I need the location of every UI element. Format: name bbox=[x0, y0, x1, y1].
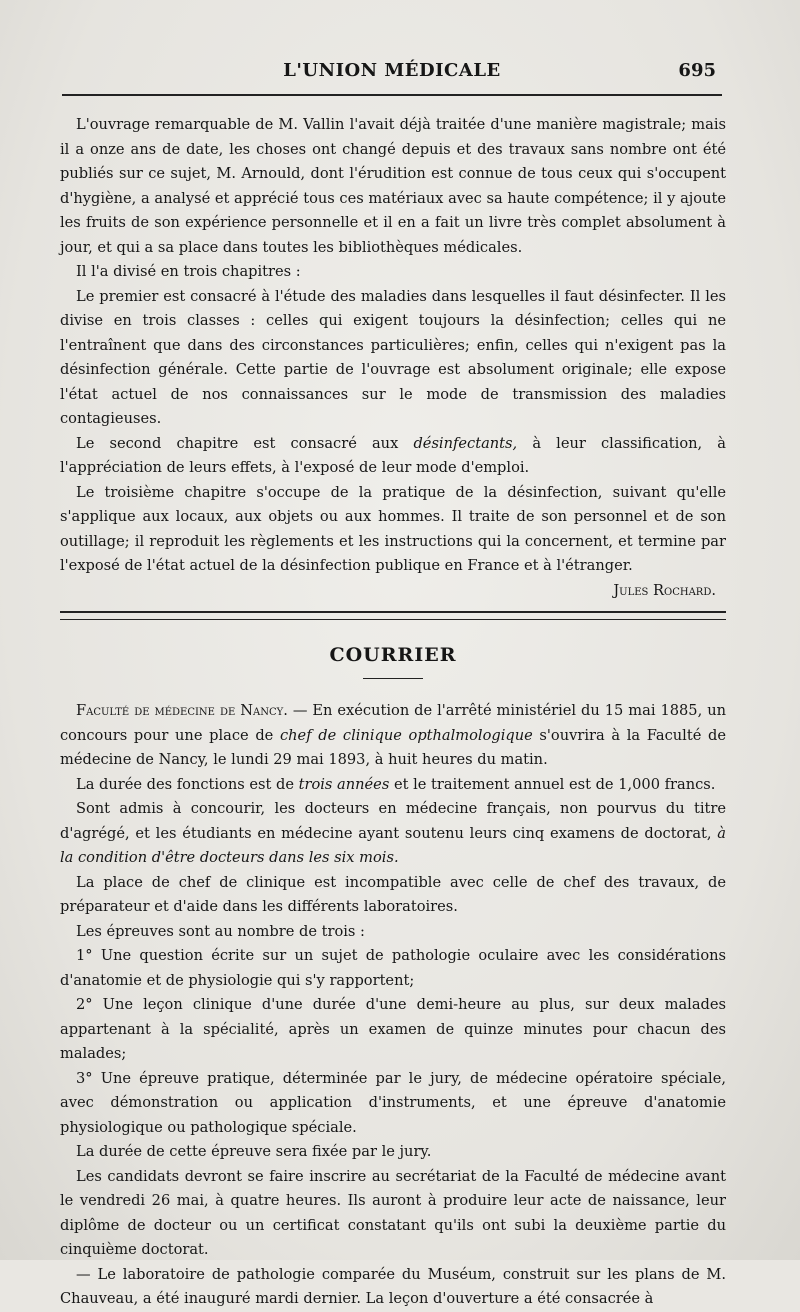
italic-run: chef de clinique opthalmologique bbox=[279, 726, 533, 744]
page-number: 695 bbox=[678, 60, 716, 81]
text-run: et le traitement annuel est de 1,000 francs. bbox=[389, 775, 716, 793]
italic-run: à la condition d'être docteurs dans les six mois. bbox=[60, 824, 726, 866]
author-signature: Jules Rochard. bbox=[613, 581, 716, 599]
section-title: COURRIER bbox=[329, 644, 457, 666]
text-run: — En exécution de l'arrêté ministériel du 15 mai 1885, un concours pour une place de bbox=[60, 702, 726, 744]
text-run: s'ouvrira à la Faculté de médecine de Nancy, le lundi 29 mai 1893, à huit heures du matin. bbox=[60, 726, 726, 768]
header-rule bbox=[62, 94, 722, 96]
courrier-paragraph: La place de chef de clinique est incompatible avec celle de chef des travaux, de préparateur et d'aide dans les différents laboratoires. bbox=[60, 873, 726, 915]
review-paragraph: Le premier est consacré à l'étude des maladies dans lesquelles il faut désinfecter. Il les divise en trois classes : celles qui exigent toujours la désinfection; celles qui ne l'entraînent que dans des circonstances particulières; enfin, celles qui n'exigent pas la désinfection générale. Cette partie de l'ouvrage est absolument originale; elle expose l'état actuel de nos connaissances sur le mode de transmission des maladies contagieuses. bbox=[60, 287, 726, 427]
review-paragraph: L'ouvrage remarquable de M. Vallin l'avait déjà traitée d'une manière magistrale; mais il a onze ans de date, les choses ont changé depuis et des travaux sans nombre ont été publiés sur ce sujet, M. Arnould, dont l'érudition est connue de tous ceux qui s'occupent d'hygiène, a analysé et apprécié tous ces matériaux avec sa haute compétence; il y ajoute les fruits de son expérience personnelle et il en a fait un livre très complet absolument à jour, et qui a sa place dans toutes les bibliothèques médicales. bbox=[60, 116, 726, 256]
courrier-paragraph: La durée de cette épreuve sera fixée par le jury. bbox=[76, 1143, 432, 1160]
section-divider bbox=[60, 611, 726, 620]
review-paragraph bbox=[60, 432, 726, 481]
courrier-paragraph: — Le laboratoire de pathologie comparée du Muséum, construit sur les plans de M. Chauveau, a été inauguré mardi dernier. La leçon d'ouverture a été consacrée à bbox=[60, 1265, 726, 1307]
text-run: Sont admis à concourir, les docteurs en médecine français, non pourvus du titre d'agrégé, et les étudiants en médecine ayant soutenu leurs cinq examens de doctorat, bbox=[60, 800, 726, 842]
text-run: à leur classification, à l'appréciation de leurs effets, à l'exposé de leur mode d'emploi. bbox=[60, 434, 726, 476]
courrier-paragraph: 3° Une épreuve pratique, déterminée par le jury, de médecine opératoire spéciale, avec démonstration ou application d'instruments, et une épreuve d'anatomie physiologique ou pathologique spéciale. bbox=[60, 1069, 726, 1136]
text-run: Le second chapitre est consacré aux bbox=[76, 434, 414, 452]
review-paragraph: Il l'a divisé en trois chapitres : bbox=[76, 263, 301, 280]
page-header bbox=[60, 60, 724, 90]
italic-run: désinfectants, bbox=[413, 434, 518, 452]
courrier-paragraph bbox=[60, 699, 726, 773]
italic-run: trois années bbox=[298, 775, 390, 793]
title-rule bbox=[363, 678, 423, 679]
courrier-paragraph: 1° Une question écrite sur un sujet de pathologie oculaire avec les considérations d'anatomie et de physiologie qui s'y rapportent; bbox=[60, 947, 726, 989]
review-paragraph: Le troisième chapitre s'occupe de la pratique de la désinfection, suivant qu'elle s'applique aux locaux, aux objets ou aux hommes. Il traite de son personnel et de son outillage; il reproduit les règlements et les instructions qui la concernent, et termine par l'exposé de l'état actuel de la désinfection publique en France et à l'étranger. bbox=[60, 483, 726, 574]
courrier-paragraph: Les candidats devront se faire inscrire au secrétariat de la Faculté de médecine avant le vendredi 26 mai, à quatre heures. Ils auront à produire leur acte de naissance, leur diplôme de docteur ou un certificat constatant qu'ils ont subi la deuxième partie du cinquième doctorat. bbox=[60, 1167, 726, 1258]
page-body bbox=[60, 113, 726, 1312]
courrier-paragraph bbox=[60, 773, 726, 798]
text-run: La durée des fonctions est de bbox=[76, 775, 299, 793]
paragraph-label: Faculté de médecine de Nancy. bbox=[76, 702, 288, 719]
courrier-paragraph: Les épreuves sont au nombre de trois : bbox=[76, 922, 365, 940]
courrier-paragraph bbox=[60, 797, 726, 871]
running-title: L'UNION MÉDICALE bbox=[283, 60, 501, 81]
courrier-paragraph: 2° Une leçon clinique d'une durée d'une demi-heure au plus, sur deux malades appartenant à la spécialité, après un examen de quinze minutes pour chacun des malades; bbox=[60, 996, 726, 1062]
